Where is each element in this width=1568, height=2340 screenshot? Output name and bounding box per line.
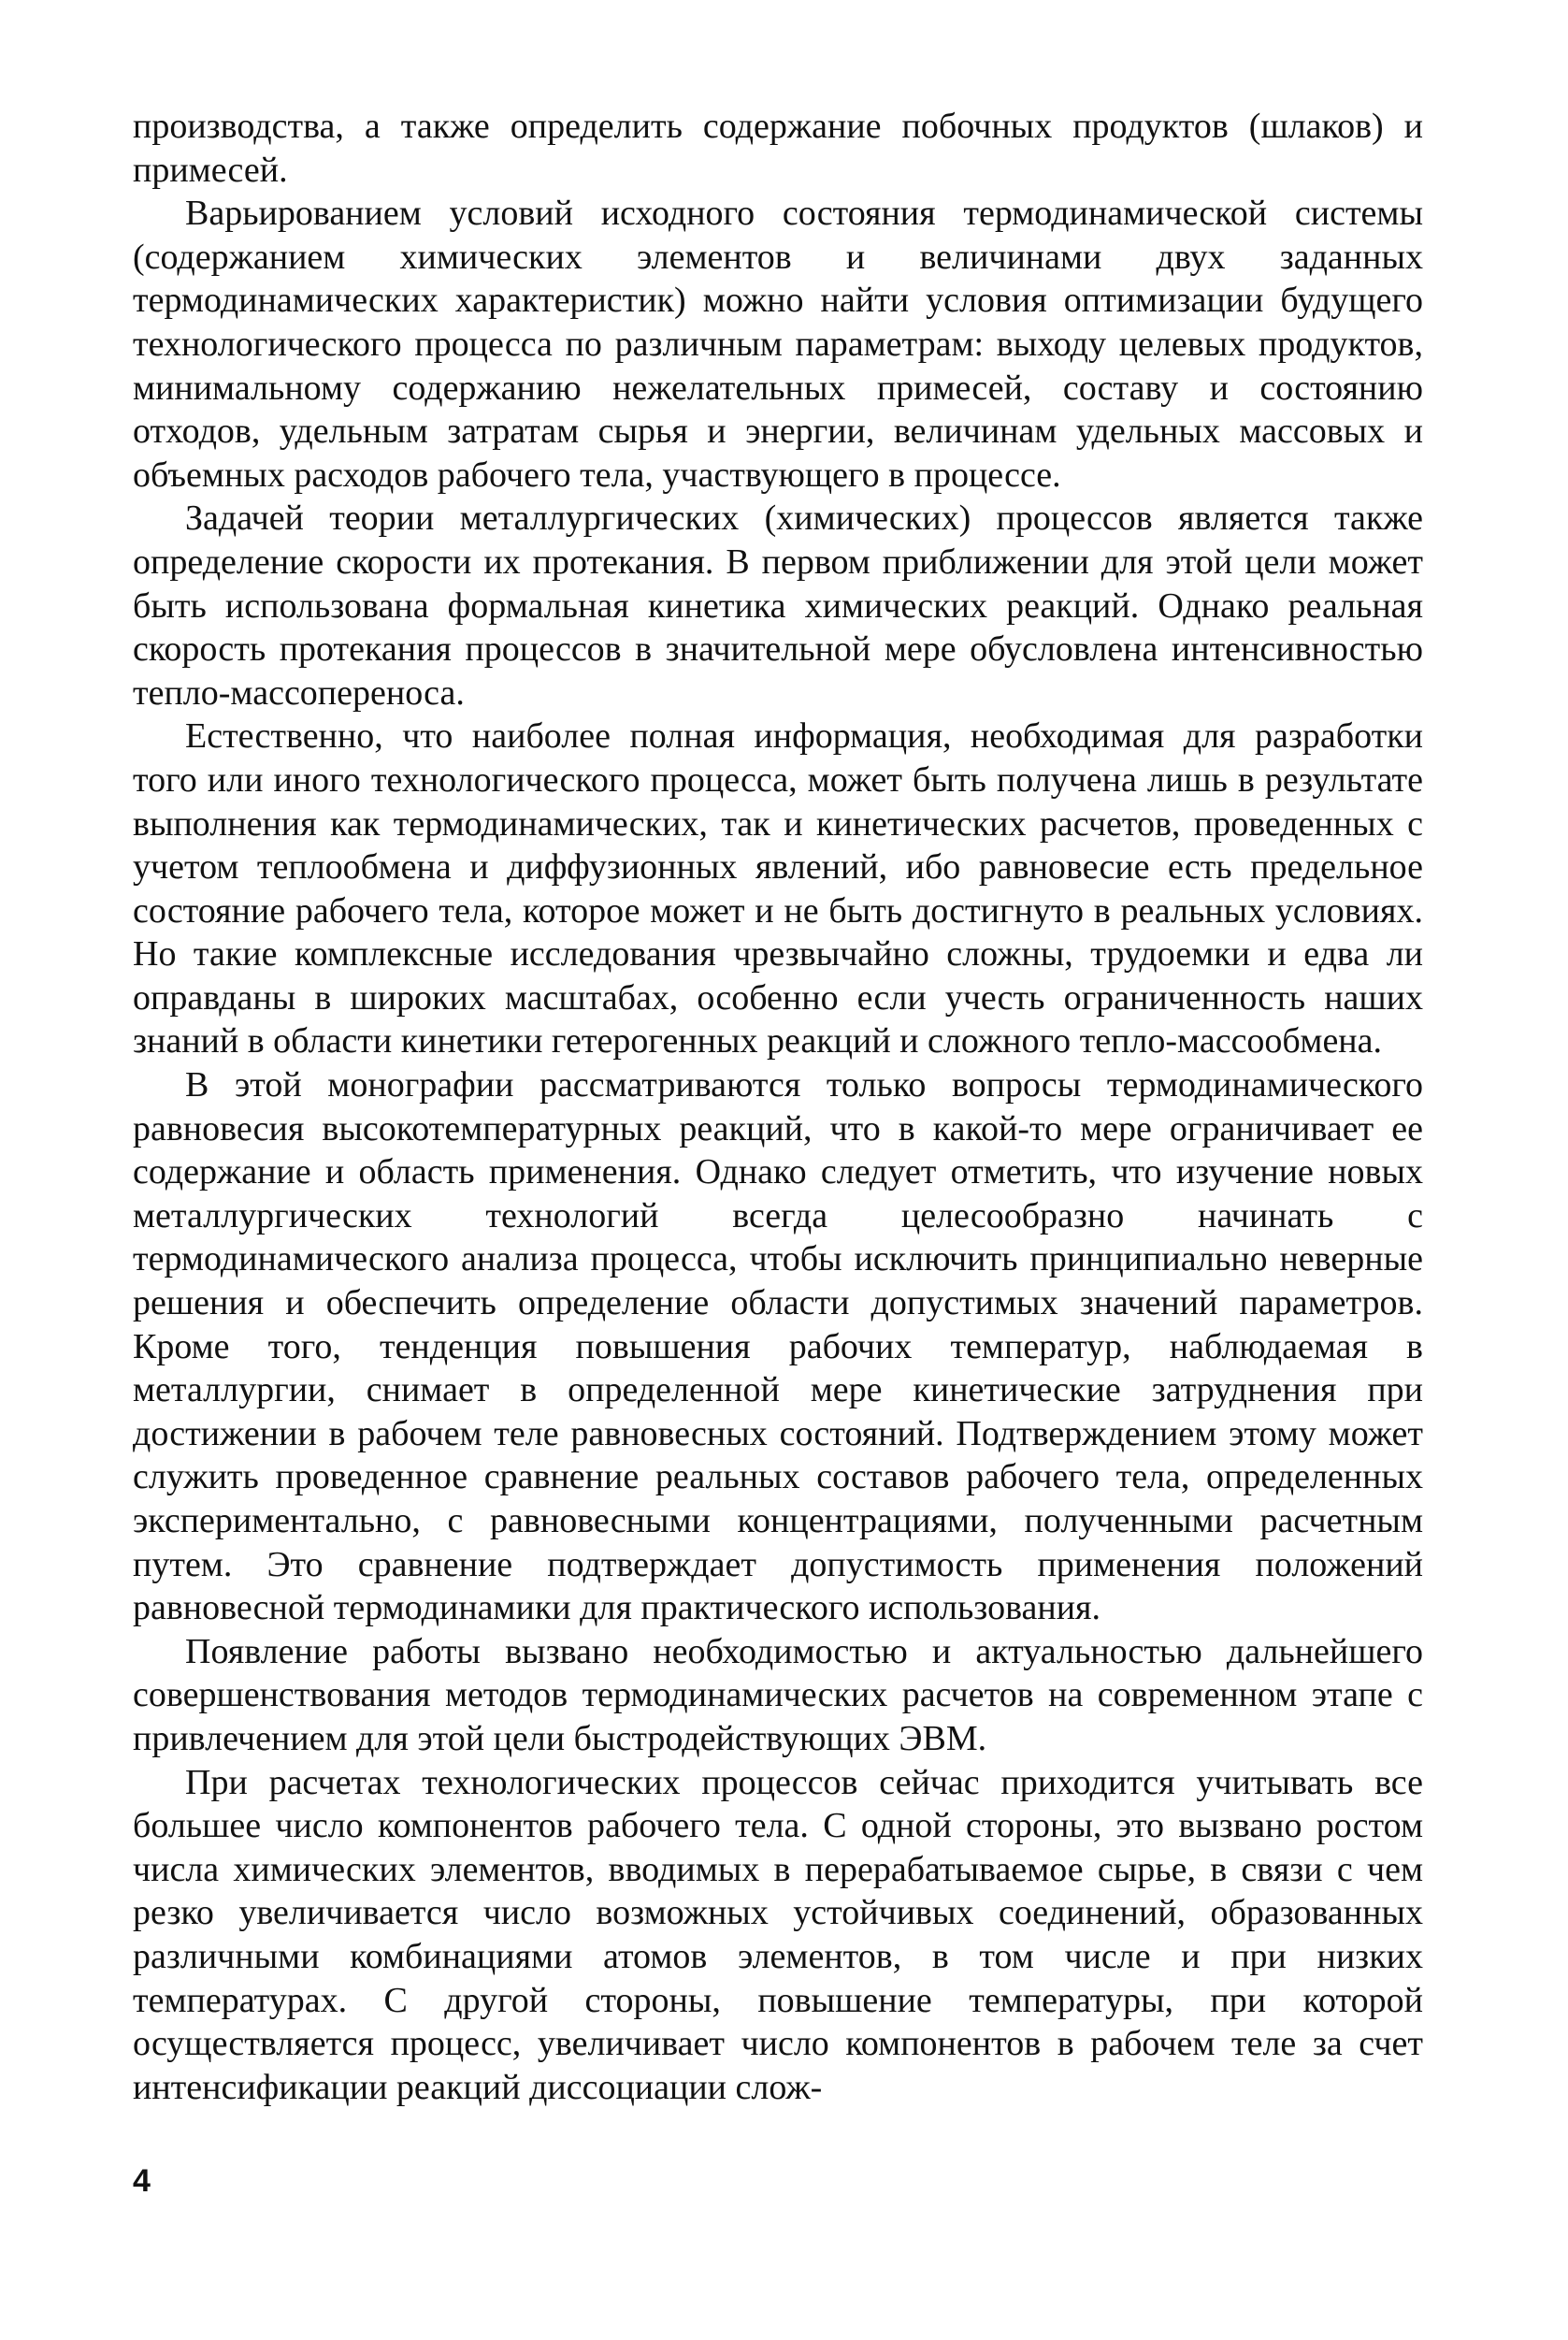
paragraph-kinetics: Задачей теории металлургических (химических) процессов является также определение скорости их протекания. В первом приближении для этой цели может быть использована формальная кинетика химических реакций. Однако реальная скорость протекания процессов в значительной мере обусловлена интенсивностью тепло-массопереноса. — [133, 498, 1423, 713]
paragraph-components: При расчетах технологических процессов сейчас приходится учитывать все большее число компонентов рабочего тела. С одной стороны, это вызвано ростом числа химических элементов, вводимых в перерабатываемое сырье, в связи с чем резко увеличивается число возможных устойчивых соединений, образованных различными комбинациями атомов элементов, в том числе и при низких температурах. С другой стороны, повышение температуры, при которой осуществляется процесс, увеличивает число компонентов в рабочем теле за счет интенсификации реакций диссоциации слож- — [133, 1762, 1423, 2107]
paragraph-complex-research: Естественно, что наиболее полная информация, необходимая для разработки того или иного технологического процесса, может быть получена лишь в результате выполнения как термодинамических, так и кинетических расчетов, проведенных с учетом теплообмена и диффузионных явлений, ибо равновесие есть предельное состояние рабочего тела, которое может и не быть достигнуто в реальных условиях. Но такие комплексные исследования чрезвычайно сложны, трудоемки и едва ли оправданы в широких масштабах, особенно если учесть ограниченность наших знаний в области кинетики гетерогенных реакций и сложного тепло-массообмена. — [133, 716, 1423, 1062]
page-body — [133, 105, 1423, 2109]
paragraph-continuation: производства, а также определить содержание побочных продуктов (шлаков) и примесей. — [133, 107, 1423, 190]
paragraph-optimization: Варьированием условий исходного состояния термодинамической системы (содержанием химических элементов и величинами двух заданных термодинамических характеристик) можно найти условия оптимизации будущего технологического процесса по различным параметрам: выходу целевых продуктов, минимальному содержанию нежелательных примесей, составу и состоянию отходов, удельным затратам сырья и энергии, величинам удельных массовых и объемных расходов рабочего тела, участвующего в процессе. — [133, 194, 1423, 495]
paragraph-motivation: Появление работы вызвано необходимостью и актуальностью дальнейшего совершенствования методов термодинамических расчетов на современном этапе с привлечением для этой цели быстродействующих ЭВМ. — [133, 1631, 1423, 1758]
page-number: 4 — [133, 2163, 151, 2199]
paragraph-monograph-scope: В этой монографии рассматриваются только вопросы термодинамического равновесия высокотемпературных реакций, что в какой-то мере ограничивает ее содержание и область применения. Однако следует отметить, что изучение новых металлургических технологий всегда целесообразно начинать с термодинамического анализа процесса, чтобы исключить принципиально неверные решения и обеспечить определение области допустимых значений параметров. Кроме того, тенденция повышения рабочих температур, наблюдаемая в металлургии, снимает в определенной мере кинетические затруднения при достижении в рабочем теле равновесных состояний. Подтверждением этому может служить проведенное сравнение реальных составов рабочего тела, определенных экспериментально, с равновесными концентрациями, полученными расчетным путем. Это сравнение подтверждает допустимость применения положений равновесной термодинамики для практического использования. — [133, 1065, 1423, 1628]
